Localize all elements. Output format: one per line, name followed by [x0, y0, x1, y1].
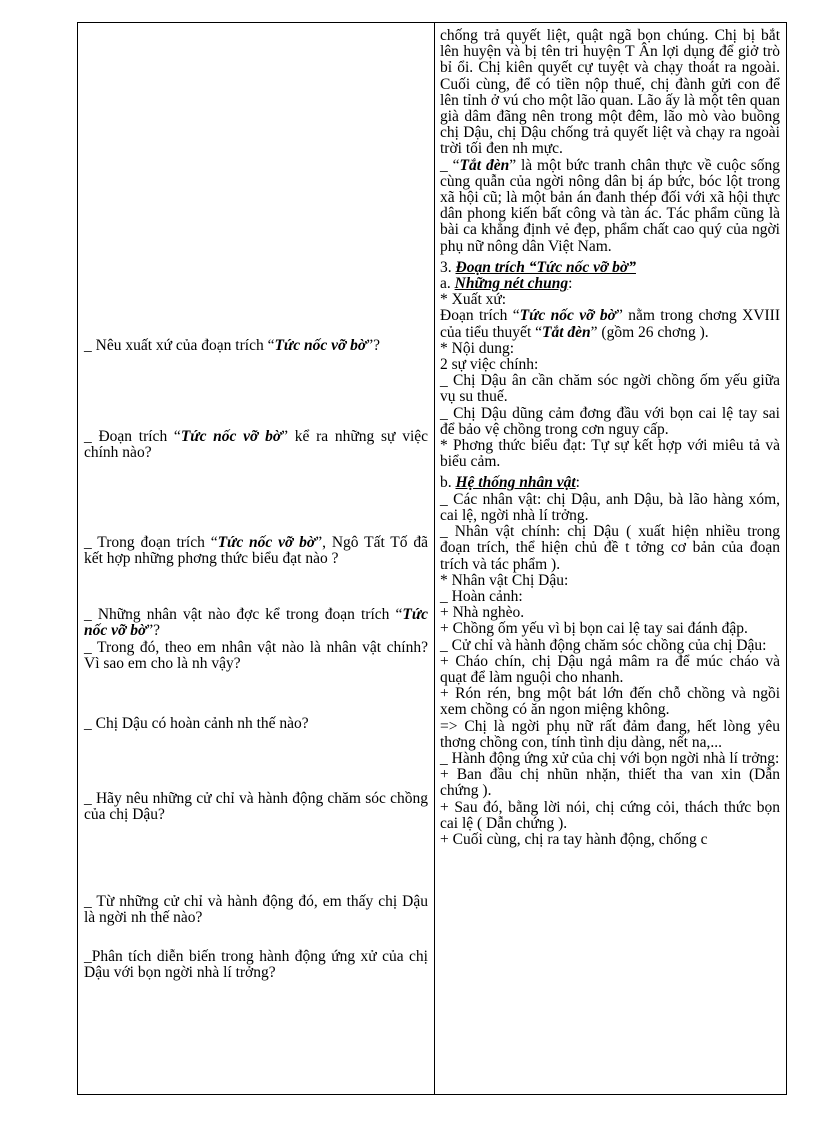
care-2: + Rón rén, bng một bát lớn đến chỗ chồng và ngồi xem chồng có ăn ngon miệng không. [440, 685, 780, 719]
answer-column [440, 28, 780, 848]
question-situation: _ Chị Dậu có hoàn cảnh nh thế nào? [84, 715, 309, 732]
content-subtitle: 2 sự việc chính: [440, 356, 539, 374]
question-characters: _ Những nhân vật nào đợc kể trong đoạn trích “Tức nốc vỡ bờ”? [84, 606, 428, 639]
conclusion: => Chị là ngời phụ nữ rất đảm đang, hết lòng yêu thơng chồng con, tính tình dịu dàng, nết na,... [440, 717, 780, 751]
section-3-heading: 3. Đoạn trích “Tức nốc vỡ bờ” [440, 258, 636, 276]
behavior-label: _ Hành động ứng xử của chị với bọn ngời nhà lí trởng: [440, 749, 780, 767]
expression-mode: * Phơng thức biểu đạt: Tự sự kết hợp với miêu tả và biểu cảm. [440, 437, 780, 471]
question-behavior-analysis: _Phân tích diễn biến trong hành động ứng xử của chị Dậu với bọn ngời nhà lí trởng? [84, 948, 428, 981]
section-b-heading: b. Hệ thống nhân vật: [440, 474, 580, 492]
situation-label: _ Hoàn cảnh: [440, 587, 523, 605]
question-character-trait: _ Từ những cử chỉ và hành động đó, em thấy chị Dậu là ngời nh thế nào? [84, 893, 428, 926]
situation-1: + Nhà nghèo. [440, 604, 525, 622]
main-character: _ Nhân vật chính: chị Dậu ( xuất hiện nhiều trong đoạn trích, thể hiện chủ đề t tởng cơ bản của đoạn trích và tác phẩm ). [440, 523, 780, 573]
situation-2: + Chồng ốm yếu vì bị bọn cai lệ tay sai đánh đập. [440, 620, 748, 638]
question-main-character: _ Trong đó, theo em nhân vật nào là nhân vật chính? Vì sao em cho là nh vậy? [84, 639, 428, 672]
origin-label: * Xuất xứ: [440, 291, 507, 309]
question-care-actions: _ Hãy nêu những cử chỉ và hành động chăm sóc chồng của chị Dậu? [84, 790, 428, 823]
chi-dau-label: * Nhân vật Chị Dậu: [440, 571, 569, 589]
question-expression-modes: _ Trong đoạn trích “Tức nốc vỡ bờ”, Ngô Tất Tố đã kết hợp những phơng thức biểu đạt nào ? [84, 534, 428, 567]
question-origin: _ Nêu xuất xứ của đoạn trích “Tức nốc vỡ bờ”? [84, 337, 381, 354]
characters-list: _ Các nhân vật: chị Dậu, anh Dậu, bà lão hàng xóm, cai lệ, ngời nhà lí trởng. [440, 490, 780, 524]
lesson-table [77, 22, 787, 1095]
behavior-3: + Cuối cùng, chị ra tay hành động, chống c [440, 830, 708, 848]
care-1: + Cháo chín, chị Dậu ngả mâm ra để múc cháo và quạt để làm nguội cho nhanh. [440, 652, 780, 686]
question-main-events: _ Đoạn trích “Tức nốc vỡ bờ” kể ra những sự việc chính nào? [84, 428, 429, 461]
event-1: _ Chị Dậu ân cần chăm sóc ngời chồng ốm yếu giữa vụ su thuế. [440, 372, 780, 406]
origin-text: Đoạn trích “Tức nốc vỡ bờ” nằm trong chơng XVIII của tiểu thuyết “Tắt đèn” (gồm 26 chơng ). [440, 307, 781, 341]
behavior-2: + Sau đó, bằng lời nói, chị cứng cỏi, thách thức bọn cai lệ ( Dẫn chứng ). [440, 798, 780, 832]
column-divider [434, 23, 435, 1094]
summary-paragraph: chống trả quyết liệt, quật ngã bọn chúng. Chị bị bắt lên huyện và bị tên tri huyện T Ân lợi dụng để giở trò bỉ ổi. Chị kiên quyết cự tuyệt và chạy thoát ra ngoài. Cuối cùng, để có tiền nộp thuế, chị đành gửi con để lên tỉnh ở vú cho một lão quan. Lão ấy là một tên quan già dâm đãng nên trong một đêm, lão mò vào buồng chị Dậu, chị Dậu chống trả quyết liệt và chạy ra ngoài trời tối đen nh mực. [440, 27, 780, 158]
event-2: _ Chị Dậu dũng cảm đơng đầu với bọn cai lệ tay sai để bảo vệ chồng trong cơn nguy cấp. [440, 404, 780, 438]
section-a-heading: a. Những nét chung: [440, 275, 573, 293]
significance-paragraph: _ “Tắt đèn” là một bức tranh chân thực về cuộc sống cùng quẫn của ngời nông dân bị áp bức, bóc lột trong xã hội cũ; là một bản án đanh thép đối với xã hội thực dân phong kiến bất công và tàn ác. Tác phẩm cũng là bài ca khẳng định vẻ đẹp, phẩm chất cao quý của ngời phụ nữ nông dân Việt Nam. [440, 156, 781, 255]
content-label: * Nội dung: [440, 339, 515, 357]
behavior-1: + Ban đầu chị nhũn nhặn, thiết tha van xin (Dẫn chứng ). [440, 766, 780, 800]
care-label: _ Cử chỉ và hành động chăm sóc chồng của chị Dậu: [440, 636, 767, 654]
